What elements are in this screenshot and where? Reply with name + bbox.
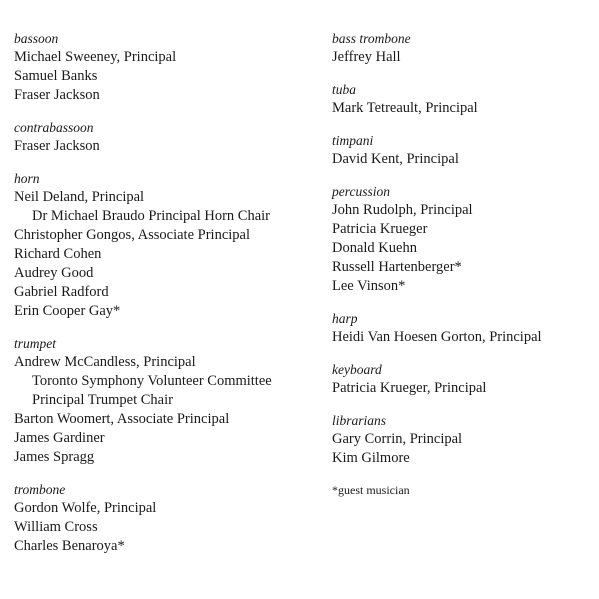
musician-name: Erin Cooper Gay* <box>14 303 121 319</box>
musician-name: Richard Cohen <box>14 246 102 262</box>
section-timpani <box>332 132 592 169</box>
musician-name: James Spragg <box>14 449 95 465</box>
section-percussion <box>332 183 592 296</box>
musician-name: Patricia Krueger <box>332 221 428 237</box>
musician-name: David Kent, Principal <box>332 151 459 167</box>
musician-name: John Rudolph, Principal <box>332 202 473 218</box>
musician-name: Lee Vinson* <box>332 278 406 294</box>
musician-name: Mark Tetreault, Principal <box>332 100 478 116</box>
musician-name: Russell Hartenberger* <box>332 259 462 275</box>
section-heading: harp <box>332 311 358 326</box>
section-harp <box>332 310 592 347</box>
musician-name: Donald Kuehn <box>332 240 417 256</box>
section-heading: bass trombone <box>332 31 411 46</box>
section-trombone <box>14 481 314 556</box>
section-heading: trumpet <box>14 336 56 351</box>
chair-dedication: Toronto Symphony Volunteer Committee <box>32 373 272 389</box>
section-librarians <box>332 412 592 468</box>
section-heading: percussion <box>332 184 390 199</box>
section-bass-trombone <box>332 30 592 67</box>
section-keyboard <box>332 361 592 398</box>
section-heading: bassoon <box>14 31 59 46</box>
section-heading: trombone <box>14 482 66 497</box>
section-heading: timpani <box>332 133 374 148</box>
musician-name: James Gardiner <box>14 430 105 446</box>
musician-name: Kim Gilmore <box>332 450 410 466</box>
section-heading: contrabassoon <box>14 120 94 135</box>
musician-name: Charles Benaroya* <box>14 538 125 554</box>
right-sections <box>332 30 592 468</box>
section-trumpet <box>14 335 314 467</box>
musician-name: William Cross <box>14 519 98 535</box>
musician-name: Gordon Wolfe, Principal <box>14 500 157 516</box>
musician-name: Jeffrey Hall <box>332 49 401 65</box>
right-column <box>332 30 592 498</box>
musician-name: Fraser Jackson <box>14 138 100 154</box>
musician-name: Barton Woomert, Associate Principal <box>14 411 230 427</box>
section-contrabassoon <box>14 119 314 156</box>
section-heading: horn <box>14 171 40 186</box>
musician-name: Heidi Van Hoesen Gorton, Principal <box>332 329 542 345</box>
musician-name: Audrey Good <box>14 265 94 281</box>
section-heading: tuba <box>332 82 357 97</box>
musician-name: Gary Corrin, Principal <box>332 431 463 447</box>
section-heading: keyboard <box>332 362 382 377</box>
left-column <box>14 30 314 570</box>
chair-dedication: Dr Michael Braudo Principal Horn Chair <box>32 208 270 224</box>
section-horn <box>14 170 314 321</box>
musician-name: Christopher Gongos, Associate Principal <box>14 227 251 243</box>
musician-name: Fraser Jackson <box>14 87 100 103</box>
musician-name: Gabriel Radford <box>14 284 109 300</box>
guest-musician-footnote: *guest musician <box>332 483 410 497</box>
musician-name: Patricia Krueger, Principal <box>332 380 487 396</box>
musician-name: Michael Sweeney, Principal <box>14 49 177 65</box>
musician-name: Andrew McCandless, Principal <box>14 354 196 370</box>
musician-name: Neil Deland, Principal <box>14 189 145 205</box>
section-bassoon <box>14 30 314 105</box>
chair-dedication: Principal Trumpet Chair <box>32 392 173 408</box>
musician-name: Samuel Banks <box>14 68 98 84</box>
section-heading: librarians <box>332 413 387 428</box>
section-tuba <box>332 81 592 118</box>
